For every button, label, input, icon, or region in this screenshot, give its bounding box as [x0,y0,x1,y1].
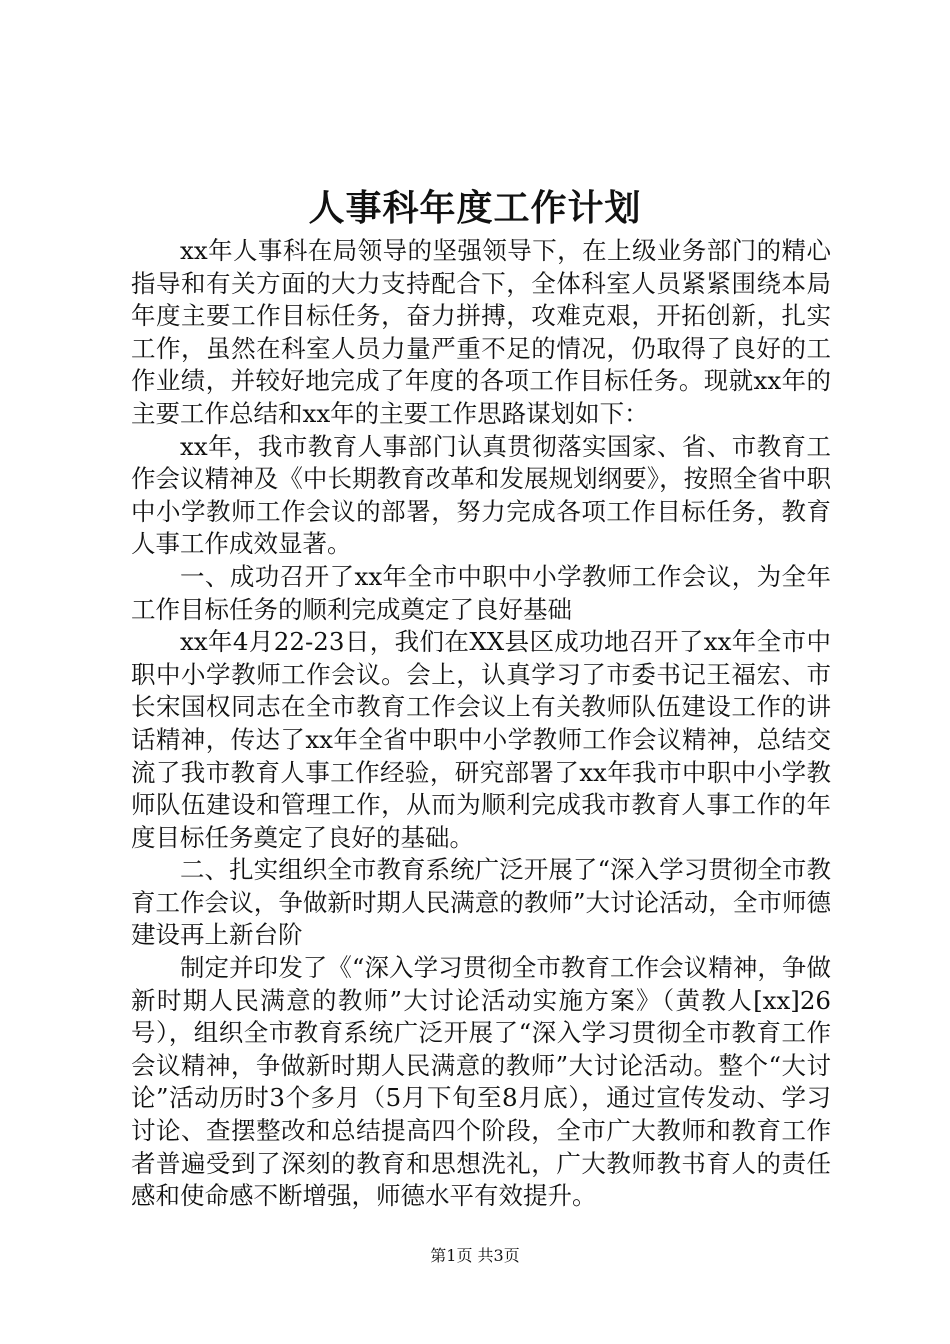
paragraph-intro: xx年人事科在局领导的坚强领导下，在上级业务部门的精心指导和有关方面的大力支持配合下，全体科室人员紧紧围绕本局年度主要工作目标任务，奋力拼搏，攻难克艰，开拓创新，扎实工作，虽然在科室人员力量严重不足的情况，仍取得了良好的工作业绩，并较好地完成了年度的各项工作目标任务。现就xx年的主要工作总结和xx年的主要工作思路谋划如下： [131,236,831,428]
paragraph-overview: xx年，我市教育人事部门认真贯彻落实国家、省、市教育工作会议精神及《中长期教育改革和发展规划纲要》，按照全省中职中小学教师工作会议的部署，努力完成各项工作目标任务，教育人事工作成效显著。 [131,431,831,559]
section-heading-2: 二、扎实组织全市教育系统广泛开展了“深入学习贯彻全市教育工作会议，争做新时期人民满意的教师”大讨论活动，全市师德建设再上新台阶 [131,855,831,950]
section-heading-1: 一、成功召开了xx年全市中职中小学教师工作会议，为全年工作目标任务的顺利完成奠定了良好基础 [131,561,831,624]
document-body [131,235,831,1213]
document-title: 人事科年度工作计划 [308,187,642,229]
page-number: 第1页 共3页 [430,1246,520,1265]
paragraph-discussion: 制定并印发了《“深入学习贯彻全市教育工作会议精神，争做新时期人民满意的教师”大讨论活动实施方案》（黄教人[xx]26号），组织全市教育系统广泛开展了“深入学习贯彻全市教育工作会议精神，争做新时期人民满意的教师”大讨论活动。整个“大讨论”活动历时3个多月（5月下旬至8月底），通过宣传发动、学习讨论、查摆整改和总结提高四个阶段，全市广大教师和教育工作者普遍受到了深刻的教育和思想洗礼，广大教师教书育人的责任感和使命感不断增强，师德水平有效提升。 [131,953,831,1211]
paragraph-meeting: xx年4月22-23日，我们在XX县区成功地召开了xx年全市中职中小学教师工作会议。会上，认真学习了市委书记王福宏、市长宋国权同志在全市教育工作会议上有关教师队伍建设工作的讲话精神，传达了xx年全省中职中小学教师工作会议精神，总结交流了我市教育人事工作经验，研究部署了xx年我市中职中小学教师队伍建设和管理工作，从而为顺利完成我市教育人事工作的年度目标任务奠定了良好的基础。 [131,627,831,852]
